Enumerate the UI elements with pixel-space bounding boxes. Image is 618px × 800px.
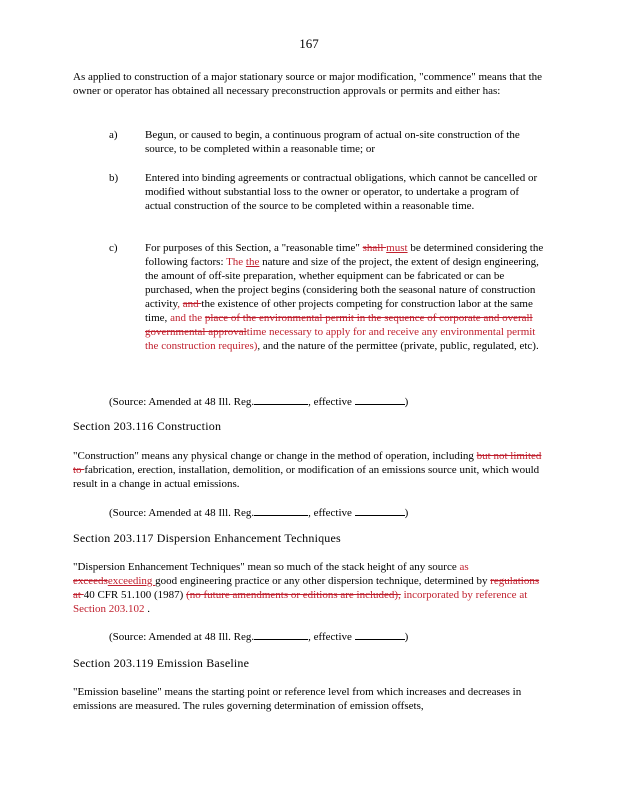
blank-line: [254, 394, 308, 405]
list-item-text: [145, 241, 548, 353]
inserted-text: incorporated by reference at Section 203.102: [73, 589, 528, 615]
inserted-text: the: [245, 256, 260, 268]
source-mid: , effective: [308, 507, 355, 519]
list-item-text: Begun, or caused to begin, a continuous program of actual on-site construction of the source, to be completed within a reasonable time; or: [145, 129, 520, 155]
blank-line: [254, 629, 308, 640]
source-mid: , effective: [308, 396, 355, 408]
list-item-text: Entered into binding agreements or contractual obligations, which cannot be cancelled or modified without substantial loss to the owner or operator, to undertake a program of actual construction of the source to be completed within a reasonable time.: [145, 172, 538, 212]
list-item-b: [109, 171, 548, 213]
text-run: "Construction" means any physical change or change in the method of operation, including: [73, 450, 477, 462]
section-heading-203-117: Section 203.117 Dispersion Enhancement Techniques: [73, 531, 341, 545]
page-number: 167: [299, 36, 319, 51]
text-run: For purposes of this Section, a "reasonable time": [145, 242, 363, 254]
list-item-c: [109, 241, 548, 353]
source-prefix: (Source: Amended at 48 Ill. Reg.: [109, 396, 255, 408]
deleted-text: shall: [362, 242, 387, 254]
dispersion-definition-paragraph: [73, 560, 543, 616]
blank-line: [254, 505, 308, 516]
deleted-text: exceeds: [73, 575, 108, 587]
text-run: good engineering practice or any other dispersion technique, determined by: [155, 575, 491, 587]
deleted-text: and: [182, 298, 202, 310]
list-item-label: a): [109, 129, 118, 141]
commence-definition-paragraph: As applied to construction of a major stationary source or major modification, "commence" means that the owner or operator has obtained all necessary preconstruction approvals or permits and either has:: [73, 71, 543, 97]
text-run: nature and size of the project, the extent of design engineering, the amount of off-site preparation, whether equipment can be fabricated or can be purchased, when the project begins (considering both the seasonal nature of construction activity: [145, 256, 539, 310]
blank-line: [355, 505, 405, 516]
construction-definition-paragraph: [73, 449, 543, 491]
text-run: .: [144, 603, 150, 615]
section-heading-203-119: Section 203.119 Emission Baseline: [73, 656, 250, 670]
text-run: "Dispersion Enhancement Techniques" mean so much of the stack height of any source: [73, 561, 460, 573]
list-item-label: c): [109, 242, 118, 254]
inserted-text: ,: [177, 298, 181, 310]
inserted-text: and the: [170, 312, 205, 324]
deleted-text: regulations at: [73, 575, 540, 601]
deleted-text: but not limited to: [73, 450, 542, 476]
text-run: , and the nature of the permittee (private, public, regulated, etc).: [257, 340, 539, 352]
text-run: fabrication, erection, installation, demolition, or modification of an emissions source unit, which would result in a change in actual emissions.: [73, 464, 540, 490]
source-prefix: (Source: Amended at 48 Ill. Reg.: [109, 631, 255, 643]
blank-line: [355, 394, 405, 405]
inserted-text: must: [386, 242, 408, 254]
inserted-text: The: [226, 256, 246, 268]
text-run: be determined considering the following factors:: [145, 242, 544, 268]
blank-line: [355, 629, 405, 640]
source-note: [109, 629, 408, 644]
source-suffix: ): [404, 507, 409, 519]
text-run: 40 CFR 51.100 (1987): [83, 589, 187, 601]
text-run: the existence of other projects competing for construction labor at the same time,: [145, 298, 533, 324]
deleted-text: place of the environmental permit in the sequence of corporate and overall governmental approval: [145, 312, 533, 338]
inserted-text: exceeding: [107, 575, 156, 587]
source-note: [109, 394, 408, 409]
list-item-a: [109, 128, 548, 156]
inserted-text: as: [459, 561, 469, 573]
section-heading-203-116: Section 203.116 Construction: [73, 419, 222, 433]
source-prefix: (Source: Amended at 48 Ill. Reg.: [109, 507, 255, 519]
deleted-text: (no future amendments or editions are included),: [186, 589, 401, 601]
source-note: [109, 505, 408, 520]
list-item-label: b): [109, 172, 119, 184]
source-suffix: ): [404, 396, 409, 408]
source-suffix: ): [404, 631, 409, 643]
source-mid: , effective: [308, 631, 355, 643]
inserted-text: time necessary to apply for and receive any environmental permit the construction requires): [145, 326, 536, 352]
emission-baseline-paragraph: "Emission baseline" means the starting point or reference level from which increases and decreases in emissions are measured. The rules governing determination of emission offsets,: [73, 686, 522, 712]
